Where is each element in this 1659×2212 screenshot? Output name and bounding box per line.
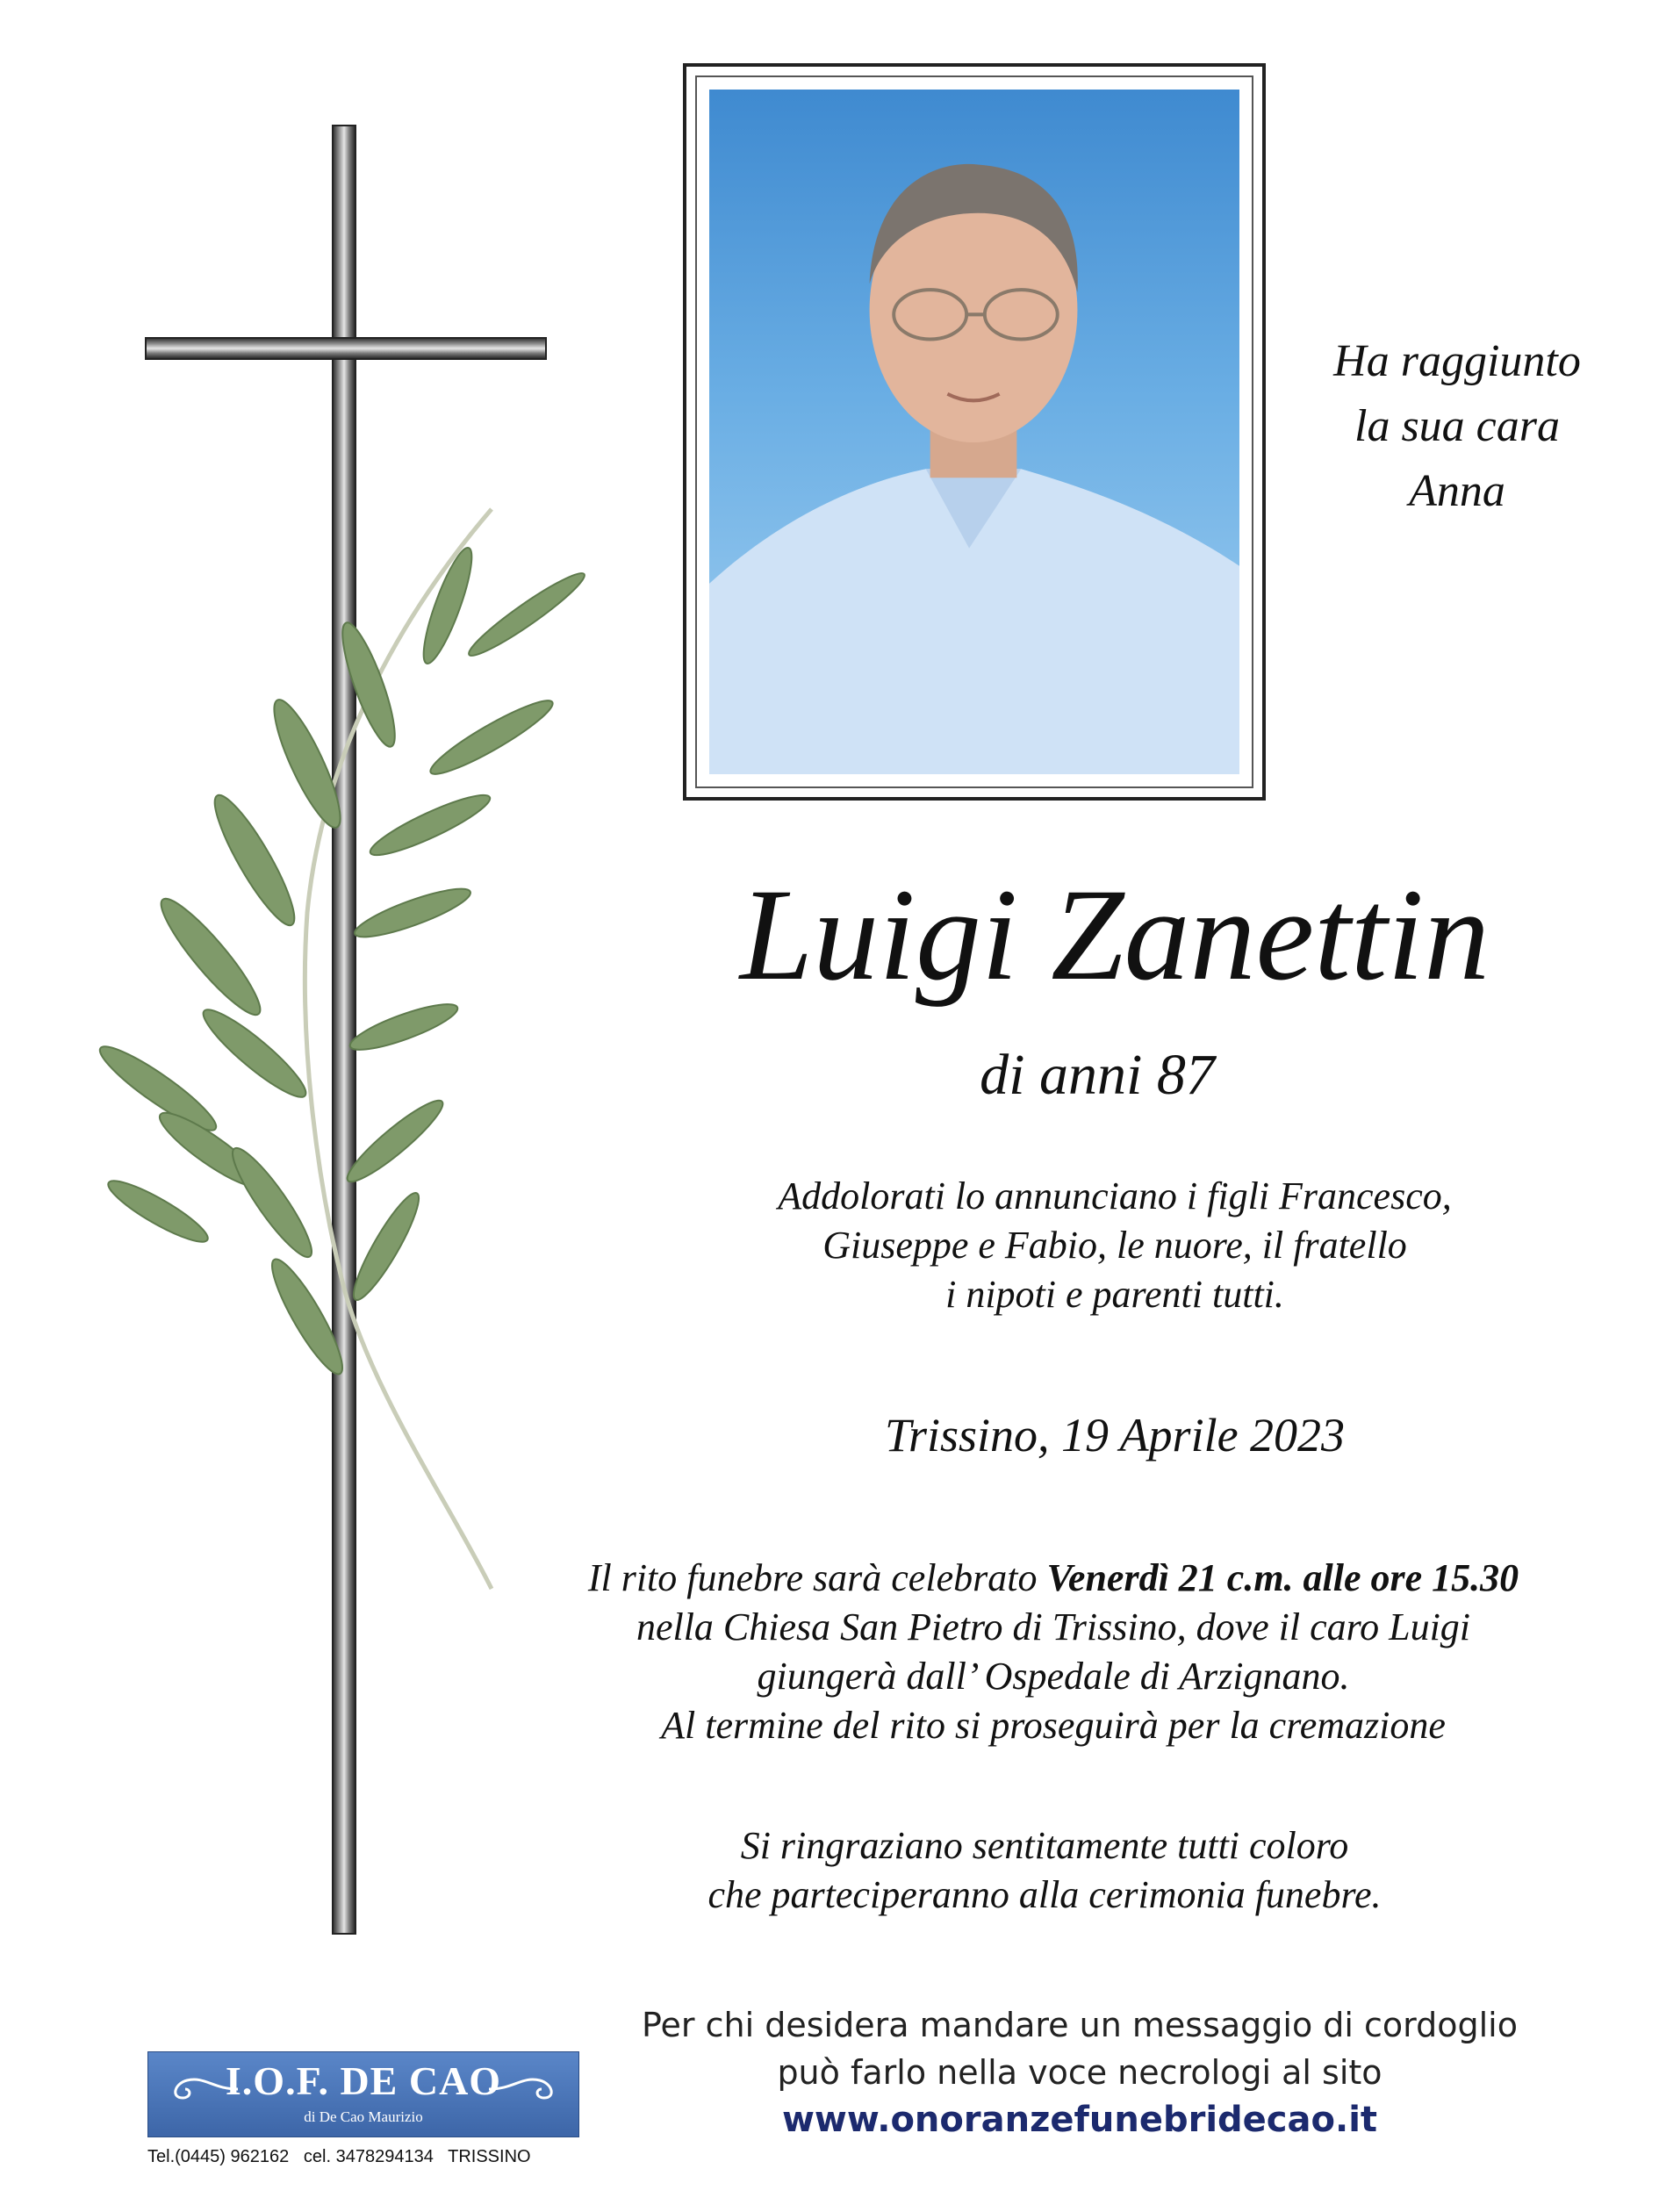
announcement-block bbox=[614, 1172, 1615, 1319]
portrait-inner-border bbox=[695, 75, 1253, 788]
thanks-line-1: Si ringraziano sentitamente tutti coloro bbox=[740, 1824, 1349, 1867]
cross-horizontal-bar bbox=[145, 337, 547, 360]
online-line-2: può farlo nella voce necrologi al sito bbox=[777, 2053, 1382, 2092]
funeral-datetime: Venerdì 21 c.m. alle ore 15.30 bbox=[1046, 1556, 1519, 1599]
logo-name: I.O.F. DE CAO bbox=[225, 2058, 502, 2103]
funeral-home-logo bbox=[147, 2051, 579, 2137]
funeral-line-3: giungerà dall’ Ospedale di Arzignano. bbox=[757, 1655, 1350, 1698]
thanks-line-2: che parteciperanno alla cerimonia funebre. bbox=[707, 1873, 1382, 1916]
online-condolences bbox=[579, 2001, 1580, 2144]
portrait-photo bbox=[709, 90, 1239, 774]
quote-text bbox=[1290, 329, 1624, 524]
online-line-1: Per chi desidera mandare un messaggio di cordoglio bbox=[641, 2006, 1518, 2044]
deceased-name: Luigi Zanettin bbox=[739, 862, 1490, 1008]
website-link[interactable]: www.onoranzefunebridecao.it bbox=[781, 2100, 1378, 2140]
thanks-block bbox=[544, 1821, 1545, 1920]
logo-subtitle: di De Cao Maurizio bbox=[304, 2108, 423, 2125]
quote-line-2: la sua cara bbox=[1354, 401, 1560, 451]
announcement-line-1: Addolorati lo annunciano i figli Francesco, bbox=[778, 1174, 1452, 1217]
quote-line-1: Ha raggiunto bbox=[1333, 336, 1581, 386]
funeral-line-2: nella Chiesa San Pietro di Trissino, dove il caro Luigi bbox=[636, 1605, 1471, 1648]
right-swirl-icon bbox=[487, 2072, 566, 2107]
funeral-line-1-prefix: Il rito funebre sarà celebrato bbox=[587, 1556, 1047, 1599]
announcement-line-2: Giuseppe e Fabio, le nuore, il fratello bbox=[822, 1224, 1407, 1267]
place-date: Trissino, 19 Aprile 2023 bbox=[884, 1409, 1346, 1462]
quote-line-3: Anna bbox=[1409, 466, 1505, 516]
portrait-frame bbox=[683, 63, 1266, 801]
funeral-info-block bbox=[492, 1554, 1615, 1750]
portrait-figure-icon bbox=[709, 90, 1239, 774]
deceased-age: di anni 87 bbox=[980, 1043, 1215, 1107]
olive-branch-icon bbox=[79, 492, 614, 1633]
funeral-line-1 bbox=[492, 1554, 1615, 1603]
logo-contacts: Tel.(0445) 962162 cel. 3478294134 TRISSINO bbox=[147, 2147, 531, 2166]
funeral-line-4: Al termine del rito si proseguirà per la cremazione bbox=[661, 1704, 1446, 1747]
announcement-line-3: i nipoti e parenti tutti. bbox=[945, 1273, 1284, 1316]
